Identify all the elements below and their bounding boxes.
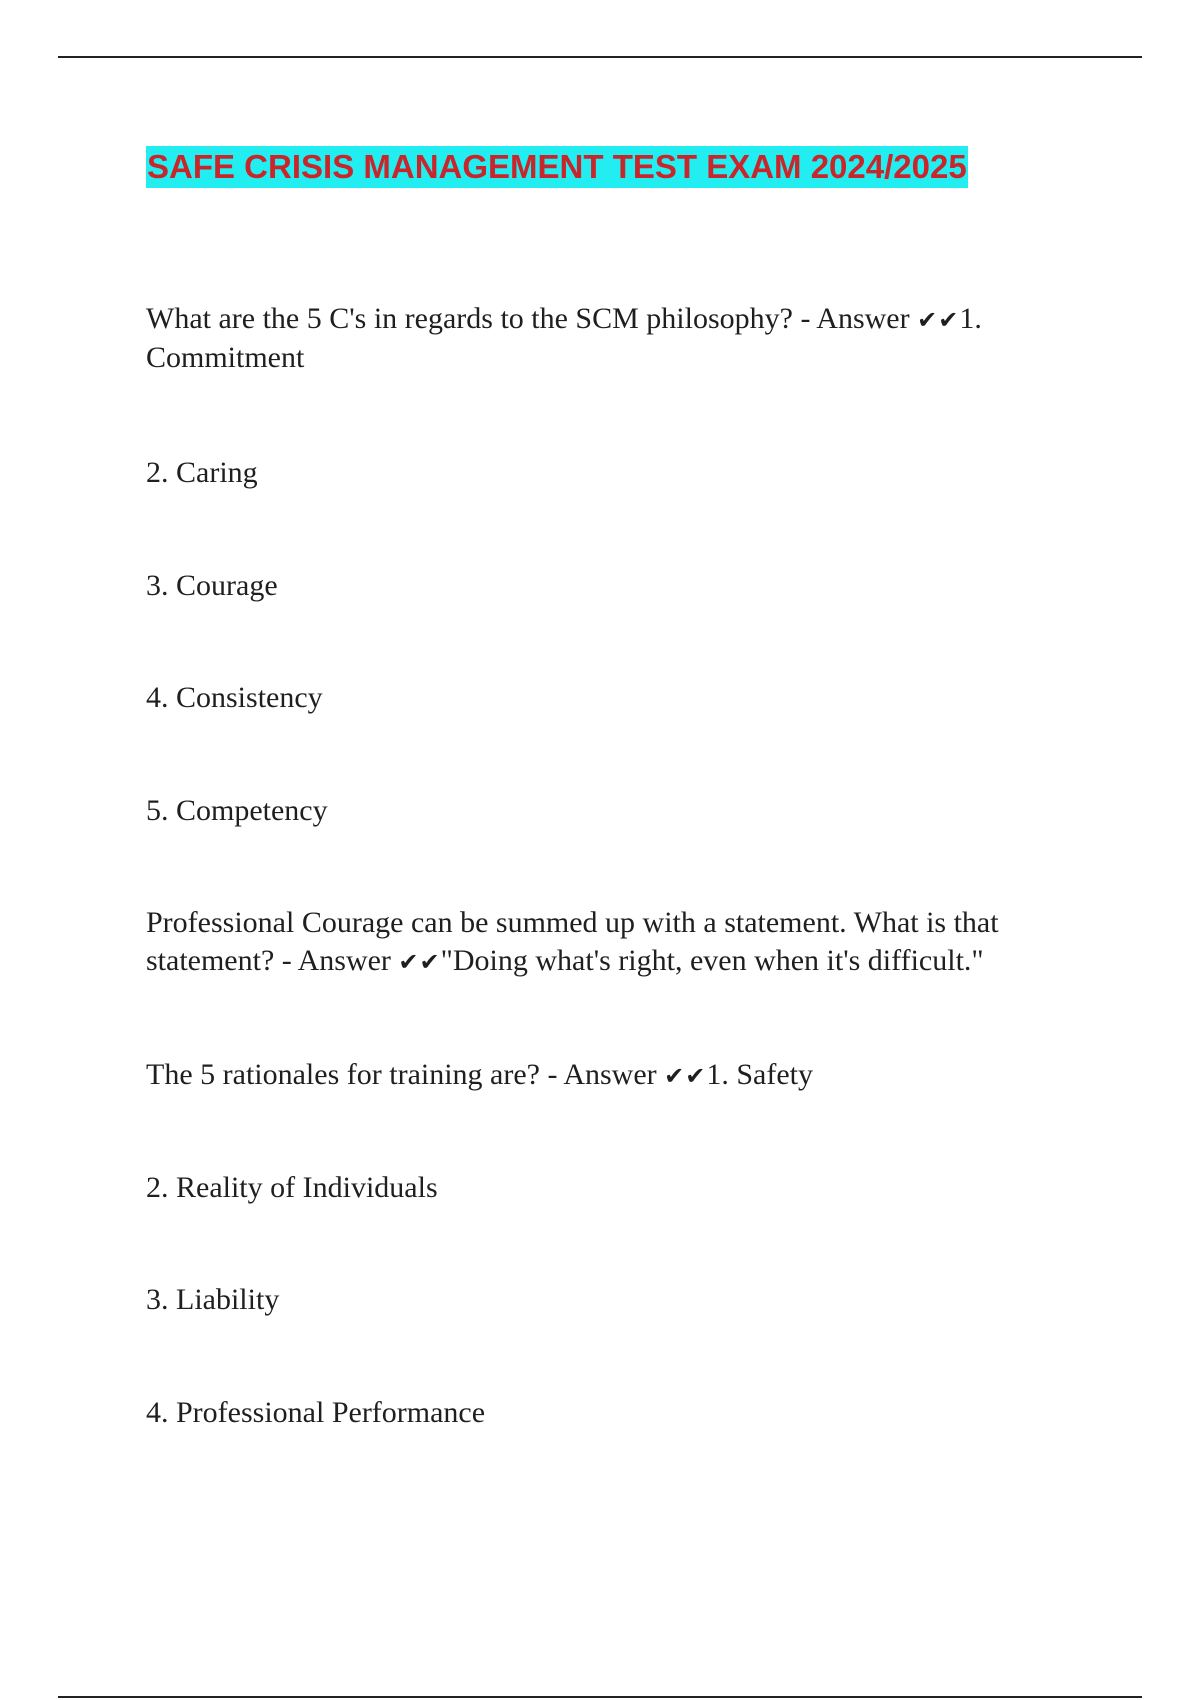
list-item: 4. Professional Performance	[146, 1396, 486, 1429]
answer-text: 1. Safety	[706, 1058, 813, 1091]
question-5cs	[146, 300, 1076, 377]
answer-text: "Doing what's right, even when it's difficult."	[440, 944, 984, 977]
check-marks-icon: ✔✔	[917, 306, 960, 334]
question-text: The 5 rationales for training are? - Answer	[146, 1058, 665, 1091]
list-item: 3. Liability	[146, 1283, 280, 1316]
list-item: 5. Competency	[146, 794, 328, 827]
title-highlight	[146, 146, 968, 188]
check-marks-icon: ✔✔	[398, 948, 441, 976]
check-marks-icon: ✔✔	[664, 1062, 707, 1090]
footer-rule	[58, 1696, 1142, 1698]
list-item: 3. Courage	[146, 569, 278, 602]
page-title: SAFE CRISIS MANAGEMENT TEST EXAM 2024/2025	[147, 148, 967, 185]
answer-text: 1. Commitment	[146, 302, 982, 374]
list-item: 2. Reality of Individuals	[146, 1171, 438, 1204]
header-rule	[58, 56, 1142, 58]
question-text: Professional Courage can be summed up with a statement. What is that statement? - Answer	[146, 906, 999, 977]
list-item: 2. Caring	[146, 456, 258, 489]
list-item: 4. Consistency	[146, 681, 323, 714]
question-text: What are the 5 C's in regards to the SCM philosophy? - Answer	[146, 302, 918, 335]
question-rationales	[146, 1056, 1076, 1095]
question-professional-courage	[146, 904, 1076, 981]
